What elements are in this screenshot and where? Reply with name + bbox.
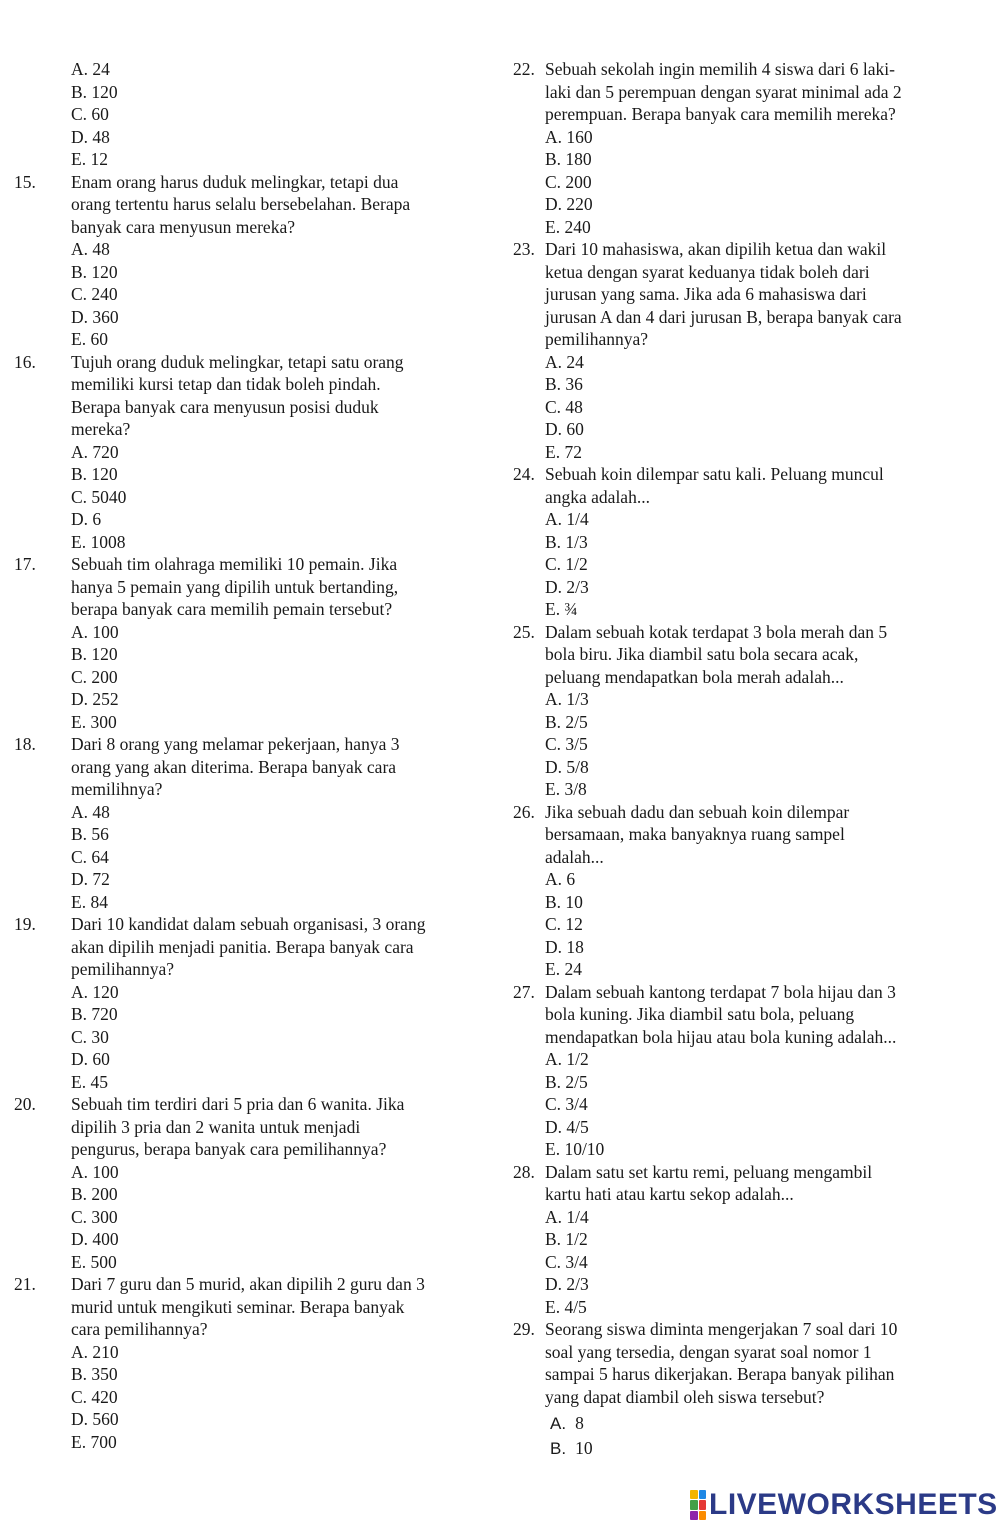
answer-option: E. 500 [71,1251,117,1272]
question-text-line: Dari 7 guru dan 5 murid, akan dipilih 2 guru dan 3 [71,1274,425,1294]
answer-option: E. 1008 [71,531,126,552]
answer-option: B. 2/5 [545,1071,588,1092]
answer-option: D. 2/3 [545,1274,589,1294]
answer-option: E. 240 [545,216,591,237]
question-text-line: Dari 10 mahasiswa, akan dipilih ketua dan wakil [545,239,887,259]
answer-option: C. 300 [71,1206,118,1227]
answer-option: C. 200 [71,666,118,687]
question-text-line: bola biru. Jika diambil satu bola secara acak, [545,644,859,664]
question-text-line: Sebuah sekolah ingin memilih 4 siswa dari 6 laki- [545,59,895,79]
answer-option: C. 3/4 [545,1094,588,1114]
answer-option: B. 120 [71,81,118,102]
question-number: 27. [513,981,535,1002]
answer-option: E. ¾ [545,599,578,619]
answer-option: B. 2/5 [545,711,588,732]
question-text-line: Tujuh orang duduk melingkar, tetapi satu orang [71,351,404,372]
question-number: 18. [14,734,36,754]
answer-option: B. 10 [545,891,583,912]
question-text-line: memiliki kursi tetap dan tidak boleh pindah. [71,374,381,394]
answer-option: A. 120 [71,981,119,1002]
answer-option: C. 1/2 [545,554,588,574]
answer-option: A. 1/3 [545,689,589,709]
q29-option-value: 10 [575,1438,593,1458]
question-text-line: soal yang tersedia, dengan syarat soal nomor 1 [545,1341,872,1362]
question-text-line: memilihnya? [71,779,163,799]
answer-option: D. 60 [545,419,584,439]
answer-option: D. 48 [71,126,110,147]
question-number: 20. [14,1094,36,1114]
question-number: 17. [14,554,36,574]
question-text-line: sampai 5 harus dikerjakan. Berapa banyak pilihan [545,1364,895,1384]
question-text-line: laki dan 5 perempuan dengan syarat minimal ada 2 [545,81,902,102]
question-text-line: akan dipilih menjadi panitia. Berapa banyak cara [71,936,414,957]
answer-option: B. 1/2 [545,1229,588,1249]
answer-option: A. 24 [545,351,584,372]
answer-option: A. 100 [71,1161,119,1182]
question-text-line: Sebuah koin dilempar satu kali. Peluang muncul [545,464,884,484]
question-text-line: cara pemilihannya? [71,1319,208,1339]
q29-option-letter: A. [550,1414,567,1433]
question-text-line: Dari 8 orang yang melamar pekerjaan, hanya 3 [71,734,400,754]
question-text-line: perempuan. Berapa banyak cara memilih mereka? [545,104,896,124]
answer-option: B. 350 [71,1364,118,1384]
question-text-line: orang yang akan diterima. Berapa banyak cara [71,756,397,777]
answer-option: E. 24 [545,959,582,979]
question-text-line: pemilihannya? [71,959,175,979]
answer-option: E. 300 [71,711,117,732]
question-text-line: pemilihannya? [545,329,649,349]
answer-option: A. 24 [71,59,110,79]
question-number: 26. [513,801,535,822]
question-text-line: Sebuah tim olahraga memiliki 10 pemain. Jika [71,554,398,574]
question-text-line: Berapa banyak cara menyusun posisi duduk [71,396,379,417]
question-number: 23. [513,239,535,259]
answer-option: B. 720 [71,1004,118,1024]
question-text-line: mereka? [71,419,131,439]
question-number: 25. [513,621,535,642]
question-text-line: orang tertentu harus selalu bersebelahan. Berapa [71,194,411,214]
answer-option: A. 210 [71,1341,119,1362]
question-number: 29. [513,1319,535,1339]
answer-option: D. 18 [545,936,584,957]
answer-option: D. 60 [71,1049,110,1069]
answer-option: A. 1/4 [545,1206,589,1227]
q29-answer-option [550,1412,584,1436]
answer-option: B. 120 [71,644,118,664]
answer-option: C. 3/5 [545,734,588,754]
question-text-line: Dalam sebuah kantong terdapat 7 bola hijau dan 3 [545,981,896,1002]
answer-option: E. 10/10 [545,1139,605,1159]
question-text-line: Enam orang harus duduk melingkar, tetapi dua [71,171,399,192]
answer-option: B. 120 [71,261,118,282]
answer-option: C. 30 [71,1026,109,1047]
answer-option: B. 120 [71,464,118,484]
question-text-line: Dalam sebuah kotak terdapat 3 bola merah dan 5 [545,621,888,642]
liveworksheets-logo [690,1488,998,1522]
answer-option: D. 560 [71,1409,119,1429]
answer-option: B. 1/3 [545,531,588,552]
question-number: 21. [14,1274,36,1294]
question-number: 28. [513,1161,535,1182]
answer-option: D. 252 [71,689,119,709]
liveworksheets-logo-text: LIVEWORKSHEETS [709,1488,998,1521]
question-text-line: Sebuah tim terdiri dari 5 pria dan 6 wanita. Jika [71,1094,405,1114]
question-text-line: dipilih 3 pria dan 2 wanita untuk menjadi [71,1116,361,1137]
question-text-line: hanya 5 pemain yang dipilih untuk bertanding, [71,576,399,597]
question-number: 19. [14,914,36,934]
question-text-line: yang dapat diambil oleh siswa tersebut? [545,1386,825,1407]
question-text-line: bola kuning. Jika diambil satu bola, peluang [545,1004,855,1024]
question-text-line: pengurus, berapa banyak cara pemilihannya? [71,1139,387,1159]
answer-option: A. 720 [71,441,119,462]
answer-option: C. 12 [545,914,583,934]
answer-option: D. 4/5 [545,1116,589,1137]
answer-option: B. 200 [71,1184,118,1204]
answer-option: D. 5/8 [545,756,589,777]
answer-option: E. 12 [71,149,108,169]
question-number: 24. [513,464,535,484]
answer-option: A. 6 [545,869,576,889]
answer-option: D. 220 [545,194,593,214]
answer-option: B. 180 [545,149,592,169]
question-text-line: jurusan yang sama. Jika ada 6 mahasiswa dari [545,284,867,304]
question-text-line: adalah... [545,846,604,867]
answer-option: D. 2/3 [545,576,589,597]
answer-option: E. 45 [71,1071,108,1092]
answer-option: C. 5040 [71,486,127,507]
q29-option-letter: B. [550,1439,567,1458]
question-text-line: Jika sebuah dadu dan sebuah koin dilempar [545,801,850,822]
question-text-line: angka adalah... [545,486,650,507]
answer-option: A. 48 [71,801,110,822]
answer-option: D. 72 [71,869,110,889]
answer-option: B. 36 [545,374,583,394]
answer-option: D. 360 [71,306,119,327]
answer-option: E. 3/8 [545,779,587,799]
question-text-line: banyak cara menyusun mereka? [71,216,295,237]
answer-option: C. 60 [71,104,109,124]
question-number: 22. [513,59,535,79]
answer-option: E. 4/5 [545,1296,587,1317]
answer-option: C. 240 [71,284,118,304]
answer-option: D. 400 [71,1229,119,1249]
question-text-line: Dari 10 kandidat dalam sebuah organisasi, 3 orang [71,914,426,934]
q29-option-value: 8 [575,1413,584,1433]
answer-option: C. 64 [71,846,109,867]
answer-option: D. 6 [71,509,102,529]
q29-answer-option [550,1437,593,1461]
answer-option: C. 48 [545,396,583,417]
answer-option: E. 84 [71,891,108,912]
question-text-line: ketua dengan syarat keduanya tidak boleh dari [545,261,870,282]
question-number: 15. [14,171,36,192]
answer-option: E. 72 [545,441,582,462]
question-text-line: kartu hati atau kartu sekop adalah... [545,1184,794,1204]
question-text-line: Seorang siswa diminta mengerjakan 7 soal dari 10 [545,1319,898,1339]
answer-option: E. 700 [71,1431,117,1452]
answer-option: A. 1/4 [545,509,589,529]
question-text-line: Dalam satu set kartu remi, peluang mengambil [545,1161,873,1182]
answer-option: E. 60 [71,329,108,349]
question-text-line: bersamaan, maka banyaknya ruang sampel [545,824,845,844]
question-text-line: jurusan A dan 4 dari jurusan B, berapa banyak cara [545,306,902,327]
question-text-line: murid untuk mengikuti seminar. Berapa banyak [71,1296,405,1317]
answer-option: C. 200 [545,171,592,192]
answer-option: B. 56 [71,824,109,844]
question-text-line: mendapatkan bola hijau atau bola kuning adalah... [545,1026,897,1047]
answer-option: C. 420 [71,1386,118,1407]
liveworksheets-logo-icon [690,1490,706,1520]
answer-option: A. 1/2 [545,1049,589,1069]
answer-option: A. 100 [71,621,119,642]
question-text-line: peluang mendapatkan bola merah adalah... [545,666,844,687]
question-text-line: berapa banyak cara memilih pemain tersebut? [71,599,393,619]
question-number: 16. [14,351,36,372]
answer-option: C. 3/4 [545,1251,588,1272]
answer-option: A. 160 [545,126,593,147]
answer-option: A. 48 [71,239,110,259]
